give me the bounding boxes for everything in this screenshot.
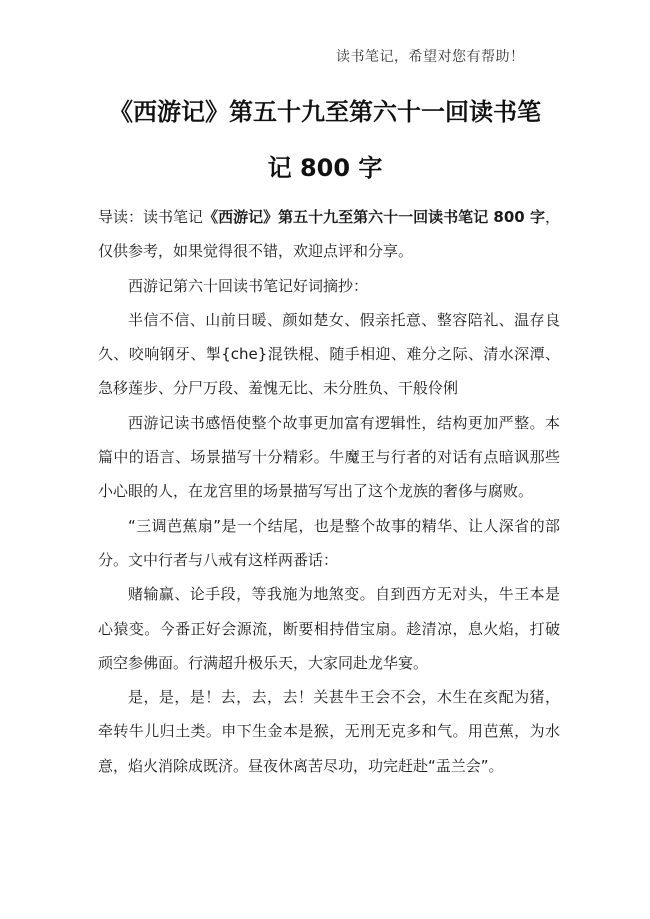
body-paragraph-4: 是，是，是！去，去，去！关甚牛王会不会，木生在亥配为猪，牵转牛儿归土类。申下生金本是猴，无刑无克多和气。用芭蕉，为水意，焰火消除成既济。昼夜休离苦尽功，功完赶赴“盂兰会”。 [98, 688, 560, 775]
document-body [98, 200, 560, 783]
intro-prefix: 导读：读书笔记 [98, 208, 204, 226]
title-line-2: 记 800 字 [267, 154, 383, 182]
header-note: 读书笔记，希望对您有帮助！ [336, 49, 525, 65]
section-heading: 西游记第六十回读书笔记好词摘抄： [128, 276, 369, 295]
intro-suffix: ，仅供参考，如果觉得很不错，欢迎点评和分享。 [98, 208, 560, 261]
body-paragraph-2: “三调芭蕉扇”是一个结尾，也是整个故事的精华、让人深省的部分。文中行者与八戒有这样两番话： [98, 516, 560, 569]
body-paragraph-1: 西游记读书感悟使整个故事更加富有逻辑性，结构更加严整。本篇中的语言、场景描写十分精彩。牛魔王与行者的对话有点暗讽那些小心眼的人，在龙宫里的场景描写写出了这个龙族的奢侈与腐败。 [98, 413, 560, 501]
intro-bold-title: 《西游记》第五十九至第六十一回读书笔记 800 字 [203, 208, 545, 226]
document-title [60, 84, 590, 196]
title-line-1: 《西游记》第五十九至第六十一回读书笔 [109, 98, 541, 126]
intro-paragraph [98, 200, 560, 269]
body-paragraph-3: 赌输赢、论手段，等我施为地煞变。自到西方无对头，牛王本是心猿变。今番正好会源流，断要相持借宝扇。趁清凉，息火焰，打破顽空参佛面。行满超升极乐天，大家同赴龙华宴。 [98, 585, 560, 672]
vocab-paragraph: 半信不信、山前日暖、颜如楚女、假亲托意、整容陪礼、温存良久、咬响钢牙、掣{che}混铁棍、随手相迎、难分之际、清水深潭、急移莲步、分尸万段、羞愧无比、未分胜负、干般伶俐 [98, 310, 560, 398]
